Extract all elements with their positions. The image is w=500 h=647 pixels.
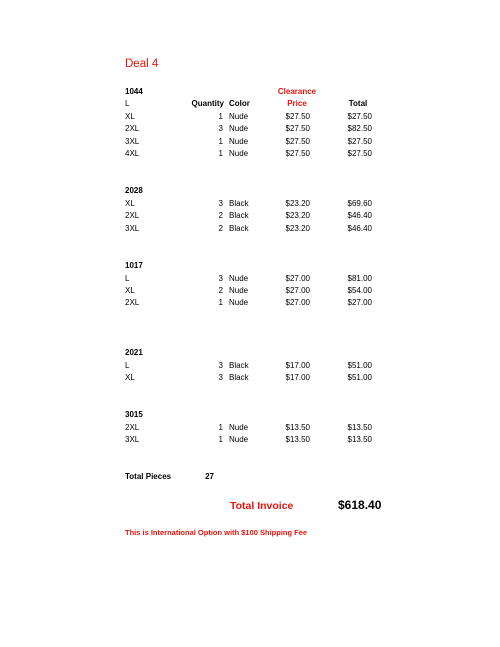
style-number-1017: 1017 [125,261,143,270]
total-invoice-value: $618.40 [338,498,382,512]
row-color: Black [229,361,249,370]
row-size: 2XL [125,298,140,307]
row-qty: 1 [218,435,223,444]
row-qty: 2 [218,286,223,295]
row-size: 4XL [125,149,140,158]
header-total: Total [348,99,368,108]
row-price: $13.50 [285,423,310,432]
header-quantity: Quantity [191,99,224,108]
row-total: $27.00 [347,298,372,307]
row-price: $23.20 [285,199,310,208]
row-size: XL [125,373,135,382]
header-price-line1: Clearance [277,87,317,96]
row-price: $13.50 [285,435,310,444]
row-color: Nude [229,286,249,295]
row-color: Nude [229,137,249,146]
row-color: Nude [229,298,249,307]
row-qty: 3 [218,373,223,382]
row-color: Nude [229,435,249,444]
row-total: $27.50 [347,112,372,121]
row-total: $51.00 [347,373,372,382]
row-total: $54.00 [347,286,372,295]
row-total: $69.60 [347,199,372,208]
style-number-3015: 3015 [125,410,143,419]
total-pieces-value: 27 [205,472,214,481]
row-qty: 2 [218,224,223,233]
row-total: $82.50 [347,124,372,133]
row-total: $27.50 [347,137,372,146]
row-size: 3XL [125,224,140,233]
row-color: Nude [229,112,249,121]
row-size: 3XL [125,435,140,444]
row-color: Nude [229,423,249,432]
row-price: $27.50 [285,137,310,146]
style-number-1044: 1044 [125,87,143,96]
row-qty: 3 [218,124,223,133]
row-total: $13.50 [347,435,372,444]
total-invoice-label: Total Invoice [230,500,294,512]
row-size: L [125,361,130,370]
row-color: Nude [229,149,249,158]
row-color: Black [229,224,249,233]
row-size: XL [125,112,135,121]
row-qty: 1 [218,298,223,307]
row-size: L [125,274,130,283]
row-price: $27.50 [285,149,310,158]
row-qty: 3 [218,199,223,208]
row-total: $27.50 [347,149,372,158]
row-qty: 2 [218,211,223,220]
row-price: $27.00 [285,274,310,283]
row-size: 2XL [125,211,140,220]
row-color: Black [229,373,249,382]
style-number-2021: 2021 [125,348,143,357]
row-color: Black [229,199,249,208]
row-size: XL [125,199,135,208]
row-size: 3XL [125,137,140,146]
row-qty: 3 [218,274,223,283]
deal-title: Deal 4 [125,58,159,70]
row-qty: 3 [218,361,223,370]
row-qty: 1 [218,149,223,158]
row-price: $27.50 [285,112,310,121]
header-color: Color [229,99,250,108]
row-price: $27.00 [285,286,310,295]
row-total: $81.00 [347,274,372,283]
row-qty: 1 [218,112,223,121]
total-pieces-label: Total Pieces [125,472,172,481]
row-color: Black [229,211,249,220]
row-total: $51.00 [347,361,372,370]
row-total: $46.40 [347,211,372,220]
row-price: $27.00 [285,298,310,307]
header-size: L [125,99,130,108]
row-size: 2XL [125,423,140,432]
row-price: $23.20 [285,211,310,220]
row-color: Nude [229,124,249,133]
row-price: $23.20 [285,224,310,233]
row-total: $13.50 [347,423,372,432]
row-qty: 1 [218,137,223,146]
row-total: $46.40 [347,224,372,233]
row-size: XL [125,286,135,295]
row-qty: 1 [218,423,223,432]
header-price-line2: Price [287,99,307,108]
row-price: $17.00 [285,361,310,370]
row-price: $27.50 [285,124,310,133]
row-color: Nude [229,274,249,283]
style-number-2028: 2028 [125,186,143,195]
row-size: 2XL [125,124,140,133]
row-price: $17.00 [285,373,310,382]
shipping-note: This is International Option with $100 Shipping Fee [125,528,308,537]
